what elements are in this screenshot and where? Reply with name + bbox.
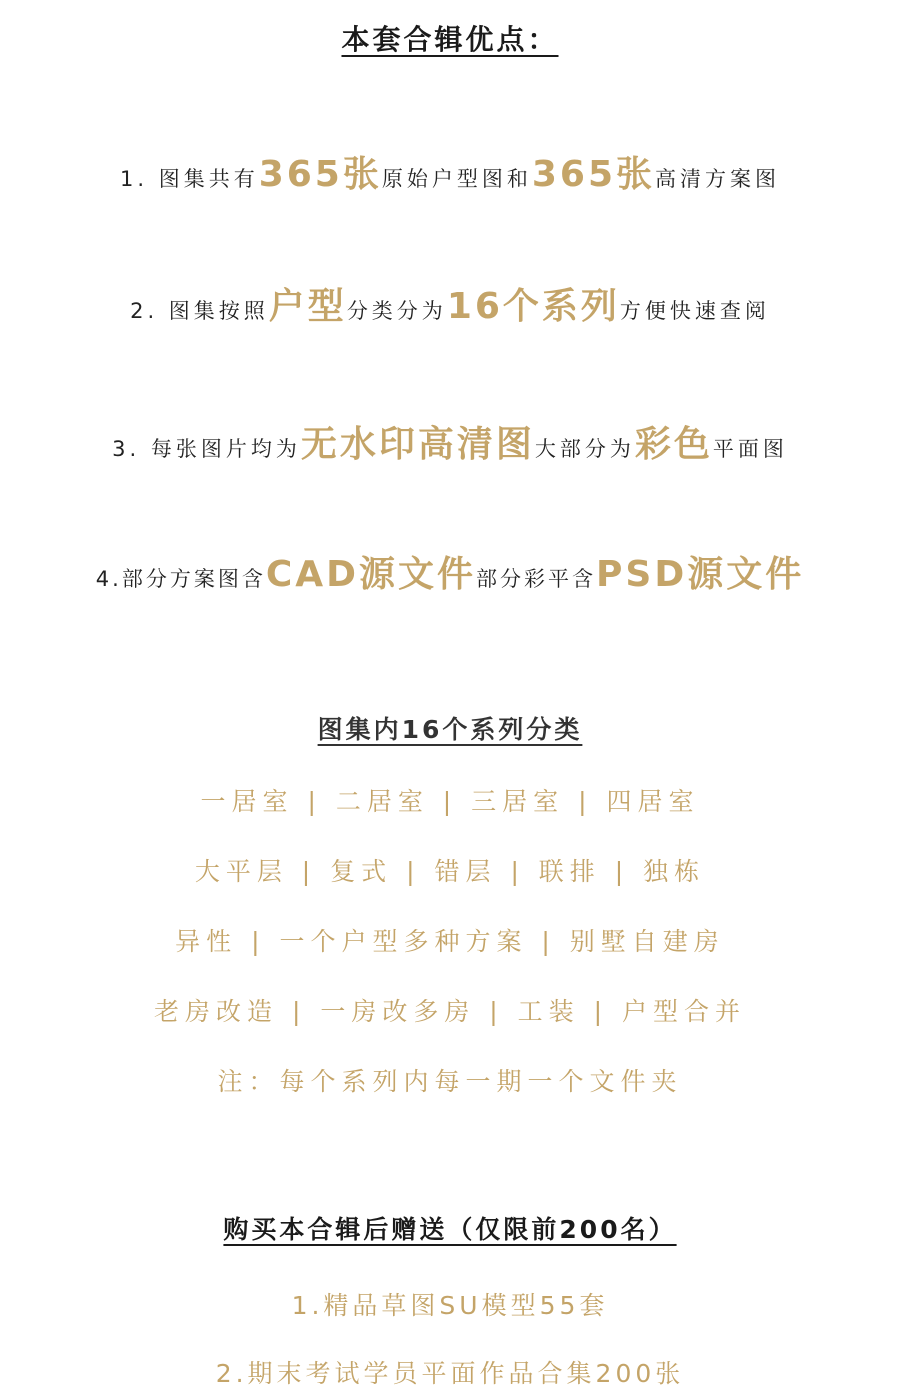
point-text: 平面图 <box>712 437 788 461</box>
point-highlight: 365张 <box>258 154 382 195</box>
series-line-3: 异性 | 一个户型多种方案 | 别墅自建房 <box>175 927 725 956</box>
advantage-point-3 <box>0 416 900 467</box>
point-text: 分类分为 <box>346 299 447 323</box>
point-text: 方便快速查阅 <box>619 299 770 323</box>
point-text: 2. 图集按照 <box>130 299 269 323</box>
point-highlight: 16个系列 <box>446 286 620 327</box>
gift-item-1: 1.精品草图SU模型55套 <box>291 1291 609 1320</box>
gift-item-2: 2.期末考试学员平面作品合集200张 <box>215 1359 685 1388</box>
point-text: 大部分为 <box>534 437 635 461</box>
gift-heading: 购买本合辑后赠送（仅限前200名） <box>223 1215 677 1244</box>
advantage-point-2 <box>0 278 900 329</box>
point-text: 1. 图集共有 <box>119 167 259 191</box>
series-heading: 图集内16个系列分类 <box>317 715 583 744</box>
point-text: 3. 每张图片均为 <box>112 437 301 461</box>
series-note: 注：每个系列内每一期一个文件夹 <box>217 1067 683 1096</box>
point-highlight: 无水印高清图 <box>300 424 535 465</box>
point-highlight: 365张 <box>531 154 656 195</box>
series-line-1: 一居室 | 二居室 | 三居室 | 四居室 <box>200 787 700 816</box>
point-highlight: CAD源文件 <box>265 554 476 595</box>
series-line-2: 大平层 | 复式 | 错层 | 联排 | 独栋 <box>194 857 706 886</box>
point-highlight: 户型 <box>268 286 347 327</box>
point-text: 原始户型图和 <box>381 167 532 191</box>
advantages-heading: 本套合辑优点： <box>341 23 559 56</box>
point-text: 部分彩平含 <box>476 567 596 591</box>
point-text: 高清方案图 <box>655 167 781 191</box>
point-highlight: PSD源文件 <box>596 554 805 595</box>
series-line-4: 老房改造 | 一房改多房 | 工装 | 户型合并 <box>154 997 746 1026</box>
advantage-point-1 <box>0 146 900 197</box>
advantage-point-4 <box>0 546 900 597</box>
point-text: 4.部分方案图含 <box>95 567 266 591</box>
point-highlight: 彩色 <box>634 424 713 465</box>
